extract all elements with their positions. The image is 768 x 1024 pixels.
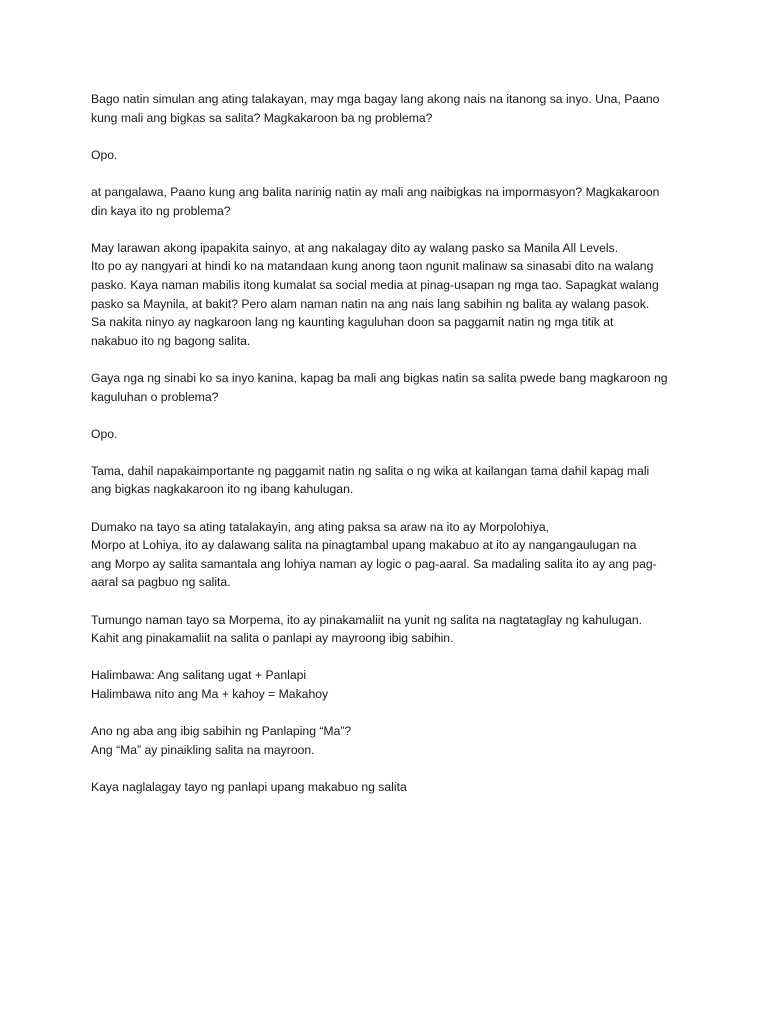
- text-line: kung mali ang bigkas sa salita? Magkakaroon ba ng problema?: [91, 110, 433, 125]
- text-line: Opo.: [91, 147, 118, 162]
- text-line: Halimbawa: Ang salitang ugat + Panlapi: [91, 668, 307, 683]
- text-line: ang Morpo ay salita samantala ang lohiya naman ay logic o pag-aaral. Sa madaling salita ito ay ang pag-: [91, 556, 657, 571]
- text-line: pasko. Kaya naman mabilis itong kumalat sa social media at pinag-usapan ng mga tao. Sapagkat walang: [91, 277, 659, 292]
- text-line: Ang “Ma” ay pinaikling salita na mayroon.: [91, 742, 315, 757]
- text-line: ang bigkas nagkakaroon ito ng ibang kahulugan.: [91, 482, 354, 497]
- text-line: aaral sa pagbuo ng salita.: [91, 575, 231, 590]
- paragraph: [91, 369, 691, 406]
- text-line: Kaya naglalagay tayo ng panlapi upang makabuo ng salita: [91, 779, 407, 794]
- paragraph: [91, 518, 691, 592]
- paragraph: [91, 666, 691, 703]
- text-line: pasko sa Maynila, at bakit? Pero alam naman natin na ang nais lang sabihin ng balita ay walang pasok.: [91, 296, 650, 311]
- text-line: Bago natin simulan ang ating talakayan, may mga bagay lang akong nais na itanong sa inyo. Una, Paano: [91, 92, 660, 106]
- text-line: Tama, dahil napakaimportante ng paggamit natin ng salita o ng wika at kailangan tama dahil kapag mali: [91, 463, 650, 478]
- text-line: Ito po ay nangyari at hindi ko na matandaan kung anong taon ngunit malinaw sa sinasabi dito na walang: [91, 259, 654, 274]
- text-line: nakabuo ito ng bagong salita.: [91, 333, 251, 348]
- paragraph: [91, 425, 691, 444]
- document-body: [91, 90, 691, 815]
- text-line: Kahit ang pinakamaliit na salita o panlapi ay mayroong ibig sabihin.: [91, 631, 454, 646]
- text-line: Gaya nga ng sinabi ko sa inyo kanina, kapag ba mali ang bigkas natin sa salita pwede bang magkaroon ng: [91, 370, 668, 385]
- text-line: May larawan akong ipapakita sainyo, at ang nakalagay dito ay walang pasko sa Manila All Levels.: [91, 240, 619, 255]
- text-line: Ano ng aba ang ibig sabihin ng Panlaping “Ma”?: [91, 724, 352, 739]
- text-line: din kaya ito ng problema?: [91, 203, 231, 218]
- paragraph: [91, 611, 691, 648]
- paragraph: [91, 462, 691, 499]
- paragraph: [91, 183, 691, 220]
- text-line: at pangalawa, Paano kung ang balita narinig natin ay mali ang naibigkas na impormasyon? Magkakaroon: [91, 184, 660, 199]
- text-line: Dumako na tayo sa ating tatalakayin, ang ating paksa sa araw na ito ay Morpolohiya,: [91, 519, 549, 534]
- paragraph: [91, 90, 691, 127]
- paragraph: [91, 722, 691, 759]
- text-line: Tumungo naman tayo sa Morpema, ito ay pinakamaliit na yunit ng salita na nagtataglay ng kahulugan.: [91, 612, 643, 627]
- paragraph: [91, 146, 691, 165]
- text-line: Opo.: [91, 426, 118, 441]
- text-line: Halimbawa nito ang Ma + kahoy = Makahoy: [91, 687, 329, 701]
- paragraph: [91, 778, 691, 797]
- text-line: Sa nakita ninyo ay nagkaroon lang ng kaunting kaguluhan doon sa paggamit natin ng mga titik at: [91, 315, 614, 330]
- text-line: Morpo at Lohiya, ito ay dalawang salita na pinagtambal upang makabuo at ito ay nangangaulugan na: [91, 538, 637, 553]
- text-line: kaguluhan o problema?: [91, 389, 219, 404]
- paragraph: [91, 239, 691, 351]
